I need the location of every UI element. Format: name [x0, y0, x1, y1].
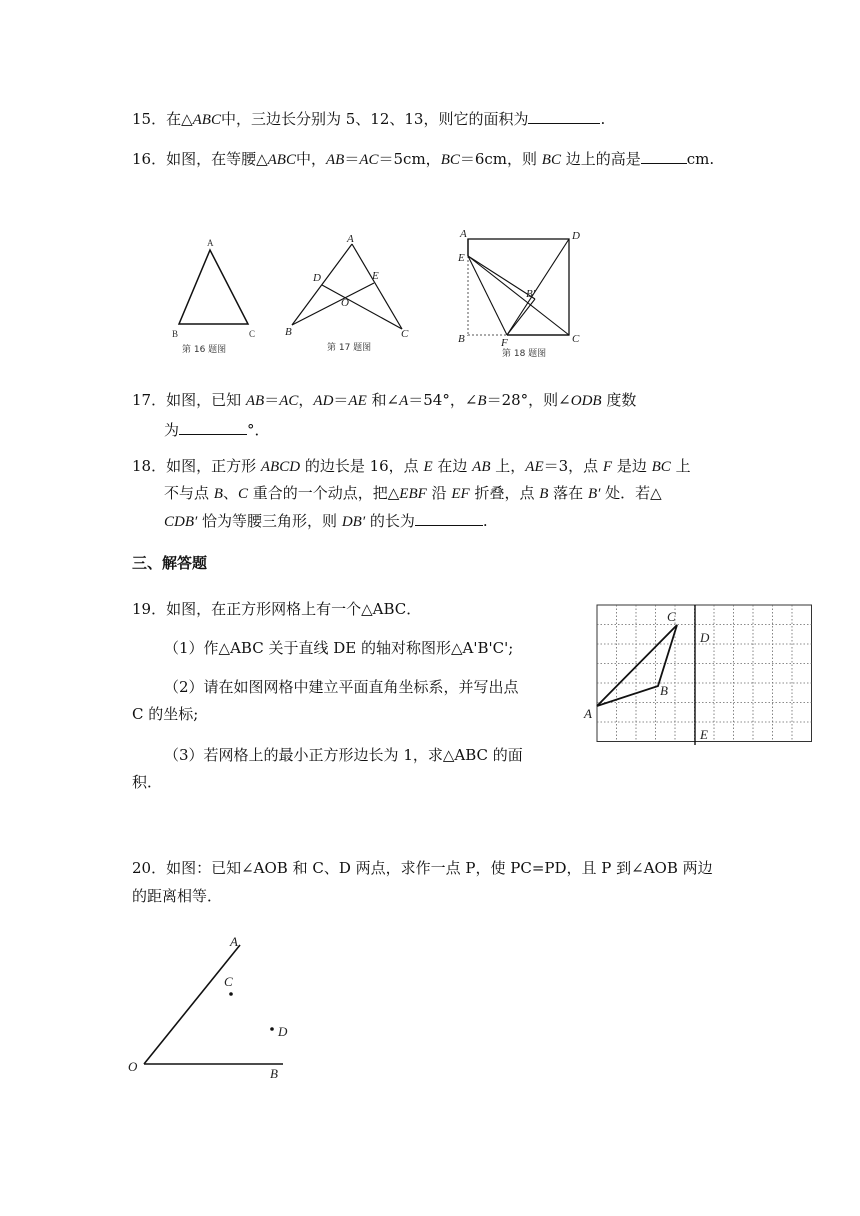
caption-16: 第 16 题图: [182, 345, 227, 355]
question-17-line-2: 为 °．: [164, 418, 270, 441]
label-b-prime: B': [526, 288, 536, 300]
point-c: [229, 992, 233, 996]
label-e: E: [458, 252, 465, 264]
caption-18: 第 18 题图: [502, 349, 547, 359]
triangle-abc: [179, 250, 248, 324]
ray-oa: [144, 945, 240, 1064]
label-b: B: [172, 329, 179, 339]
figure-17: [282, 230, 422, 356]
label-a: A: [230, 934, 238, 949]
label-b: B: [285, 326, 292, 338]
section-heading: 三、解答题: [132, 554, 208, 572]
question-19-part-2b: C 的坐标;: [132, 705, 199, 723]
question-20-line-1: 20．如图：已知∠AOB 和 C、D 两点，求作一点 P，使 PC=PD，且 P 到∠AOB 两边: [132, 859, 713, 877]
label-d: D: [313, 272, 321, 284]
figure-19-grid: [580, 600, 810, 750]
question-19-part-3b: 积．: [132, 773, 163, 791]
label-d: D: [278, 1024, 288, 1039]
answer-blank[interactable]: [415, 509, 483, 526]
question-19-part-1: （1）作△ABC 关于直线 DE 的轴对称图形△A'B'C';: [164, 639, 514, 657]
label-c: C: [224, 974, 233, 989]
question-18-line-3: CDB′ 恰为等腰三角形，则 DB′ 的长为 .: [164, 509, 488, 533]
label-c: C: [249, 329, 256, 339]
question-17-line-1: 17．如图，已知 AB＝AC，AD＝AE 和∠A＝54°，∠B＝28°，则∠ODB 度数: [132, 391, 637, 409]
question-19-part-2a: （2）请在如图网格中建立平面直角坐标系，并写出点: [164, 678, 519, 696]
label-o: O: [341, 297, 349, 309]
label-e: E: [372, 270, 379, 282]
label-o: O: [128, 1059, 138, 1074]
label-f: F: [501, 337, 508, 349]
answer-blank[interactable]: [528, 107, 600, 124]
label-a: A: [584, 706, 592, 721]
label-d: D: [700, 630, 710, 645]
caption-17: 第 17 题图: [327, 343, 372, 353]
answer-blank[interactable]: [641, 147, 687, 164]
question-19-part-3a: （3）若网格上的最小正方形边长为 1，求△ABC 的面: [164, 746, 523, 764]
label-a: A: [460, 228, 467, 240]
label-e: E: [700, 727, 708, 742]
label-b: B: [458, 333, 465, 345]
label-a: A: [207, 238, 214, 248]
label-b: B: [270, 1066, 278, 1081]
point-d: [270, 1027, 274, 1031]
figure-18: [455, 226, 595, 364]
label-b: B: [660, 683, 668, 698]
question-19-line-1: 19．如图，在正方形网格上有一个△ABC．: [132, 600, 422, 618]
label-c: C: [572, 333, 580, 345]
question-18-line-1: 18．如图，正方形 ABCD 的边长是 16，点 E 在边 AB 上，AE＝3，点 F 是边 BC 上: [132, 457, 691, 475]
label-c: C: [667, 609, 676, 624]
question-15: 15．在△ABC中，三边长分别为 5、12、13，则它的面积为 .: [132, 107, 605, 131]
figure-20-angle: [120, 930, 300, 1080]
label-d: D: [572, 230, 580, 242]
question-20-line-2: 的距离相等．: [132, 887, 223, 905]
figure-16: [165, 236, 265, 356]
question-16: 16．如图，在等腰△ABC中，AB＝AC＝5cm，BC＝6cm，则 BC 边上的高是 cm.: [132, 147, 714, 171]
question-18-line-2: 不与点 B、C 重合的一个动点，把△EBF 沿 EF 折叠，点 B 落在 B′ 处．若△: [164, 484, 662, 502]
label-c: C: [401, 328, 409, 340]
answer-blank[interactable]: [179, 418, 247, 435]
label-a: A: [347, 233, 354, 245]
